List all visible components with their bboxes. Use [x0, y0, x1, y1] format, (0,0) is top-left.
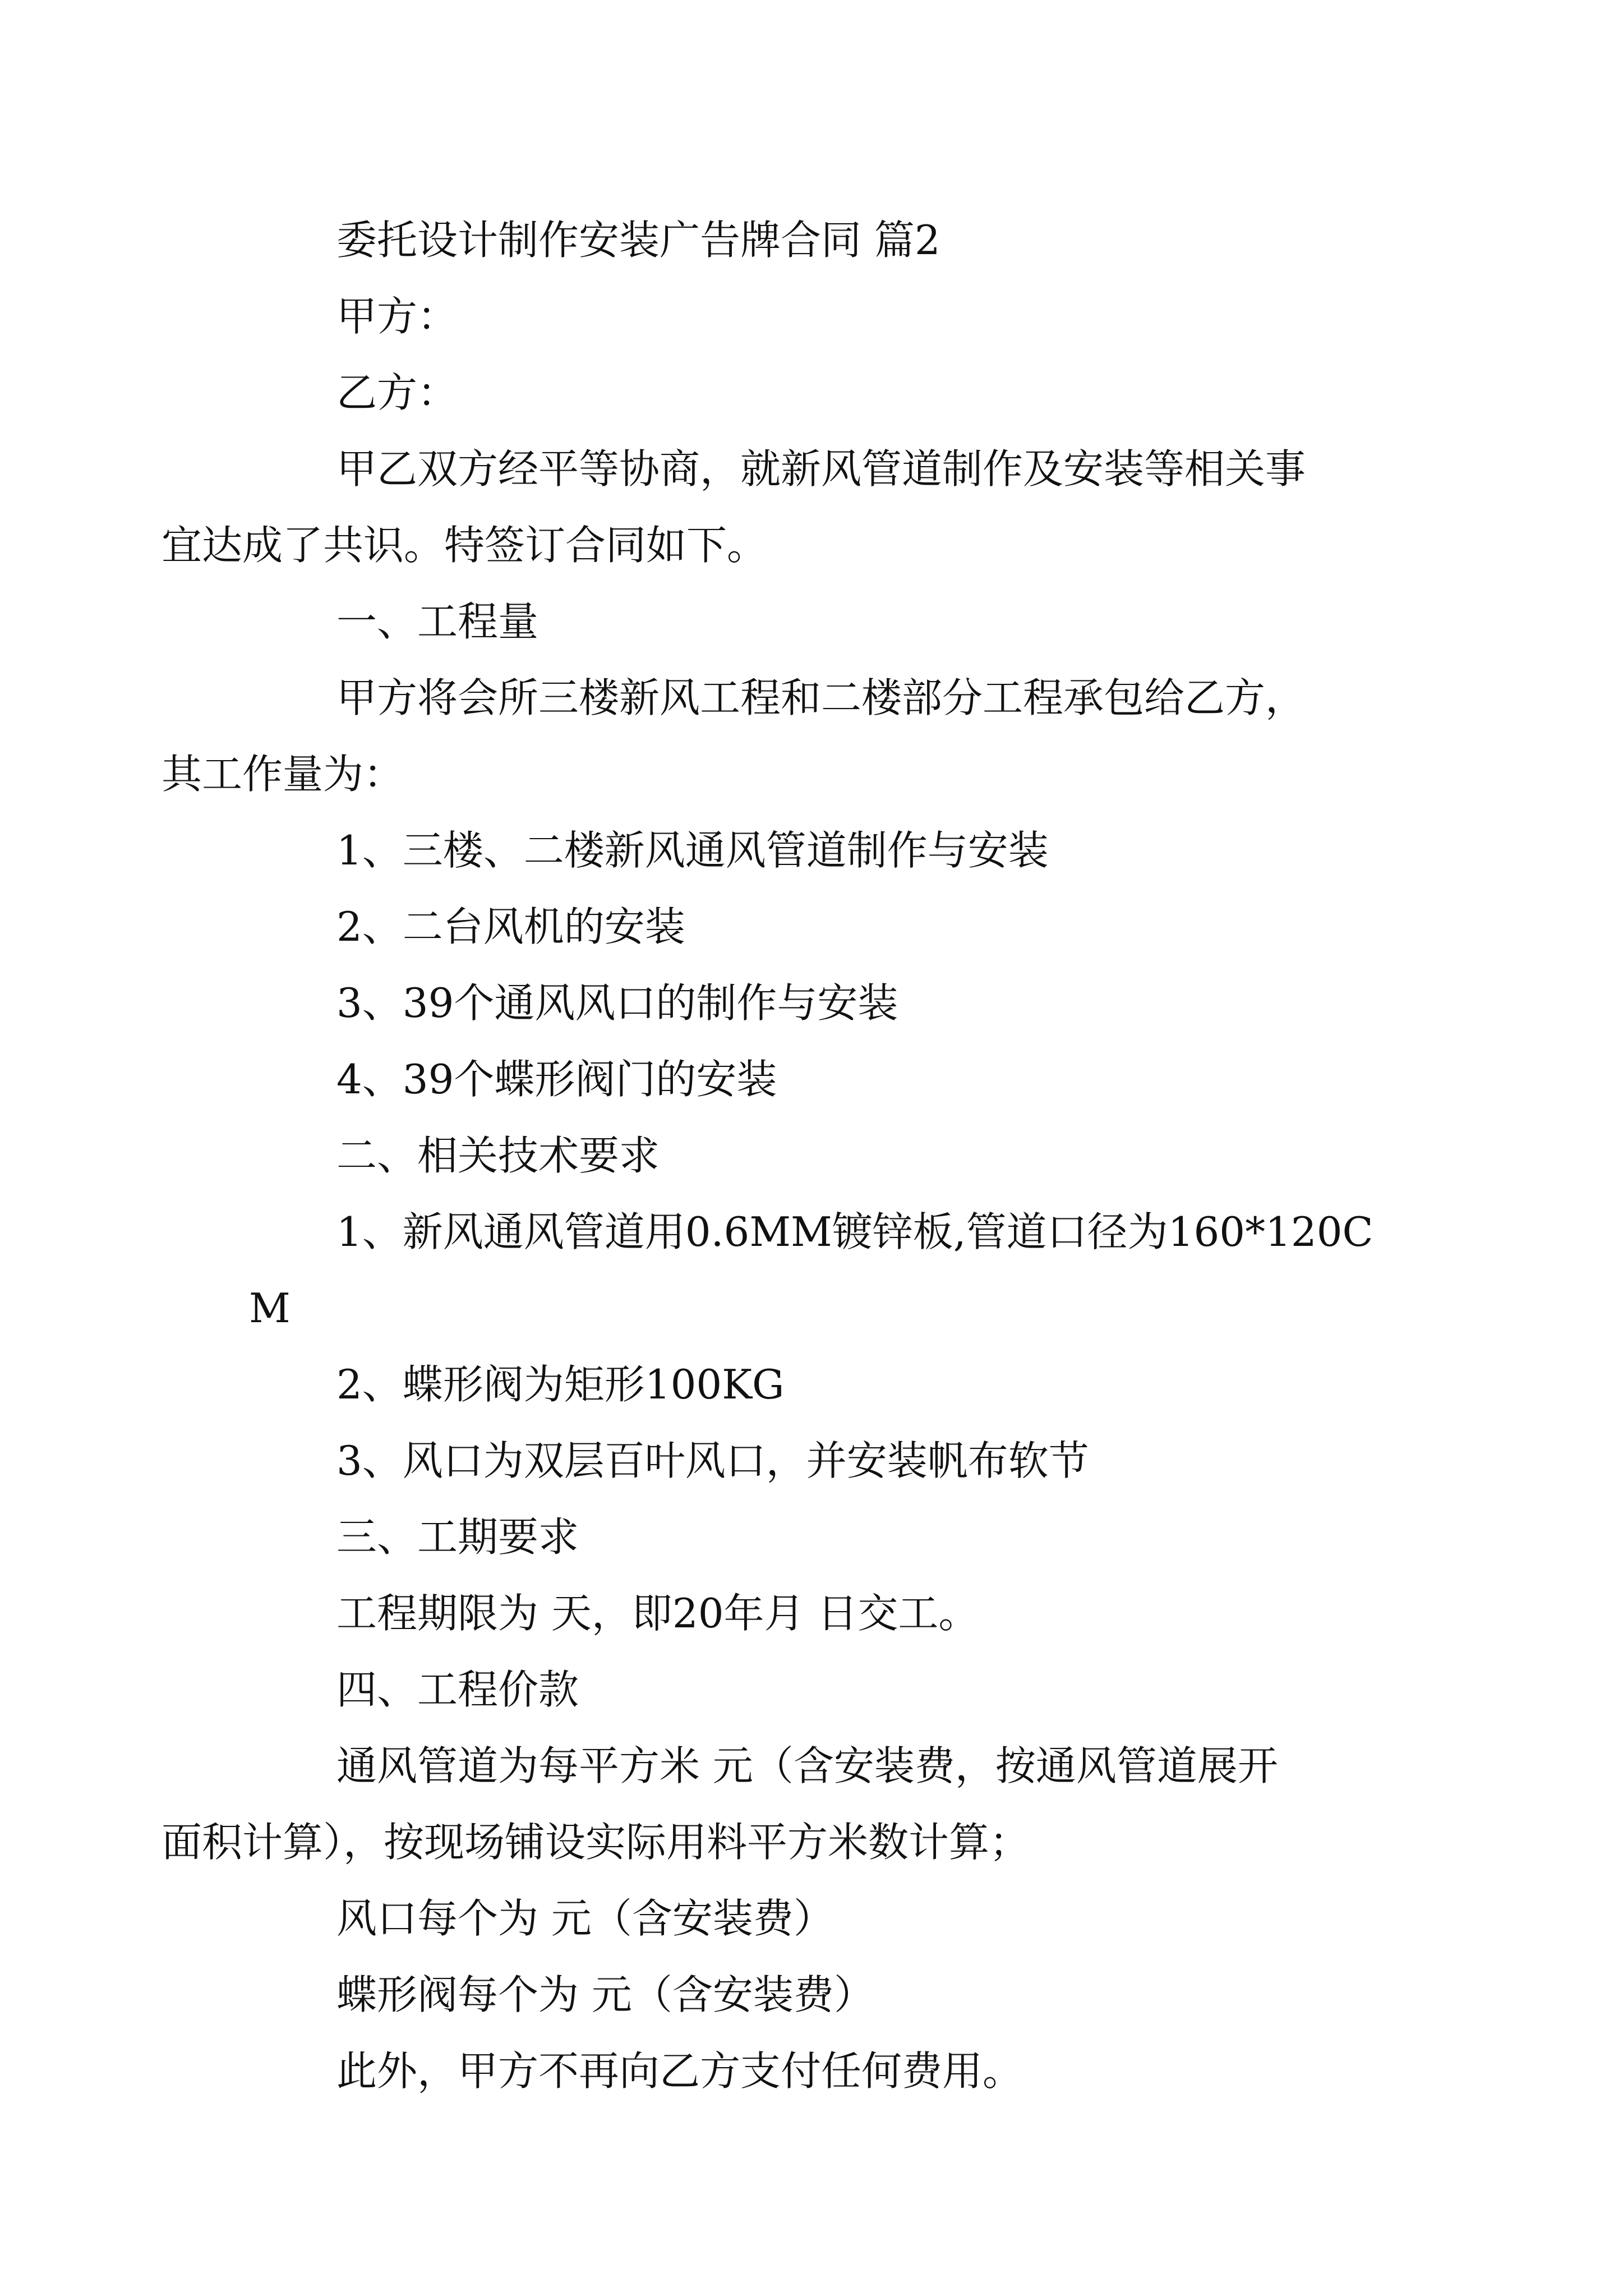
section1-line: 其工作量为：: [162, 751, 404, 798]
list-item: 1、三楼、二楼新风通风管道制作与安装: [336, 827, 1049, 874]
list-item: 3、风口为双层百叶风口，并安装帆布软节: [336, 1437, 1089, 1484]
section4-line: 面积计算），按现场铺设实际用料平方米数计算；: [162, 1819, 1030, 1866]
section-heading: 一、工程量: [336, 598, 539, 645]
section-heading: 三、工期要求: [336, 1513, 579, 1561]
section-heading: 四、工程价款: [336, 1666, 579, 1713]
party-a-label: 甲方：: [336, 293, 458, 340]
list-item: 2、蝶形阀为矩形100KG: [336, 1361, 785, 1408]
valve-price-paragraph: 蝶形阀每个为 元（含安装费）: [336, 1971, 874, 2018]
section4-paragraph: [162, 1728, 1387, 1880]
party-b-label: 乙方：: [336, 369, 458, 416]
list-item: 3、39个通风风口的制作与安装: [336, 979, 898, 1027]
section3-paragraph: 工程期限为 天，即20年月 日交工。: [336, 1590, 979, 1637]
intro-line: 甲乙双方经平等协商，就新风管道制作及安装等相关事: [336, 445, 1306, 493]
section1-paragraph: [162, 660, 1387, 812]
section4-line: 通风管道为每平方米 元（含安装费，按通风管道展开: [336, 1742, 1278, 1789]
document-title: 委托设计制作安装广告牌合同 篇2: [336, 217, 940, 264]
document-body: [162, 202, 1387, 2109]
vent-price-paragraph: 风口每个为 元（含安装费）: [336, 1895, 834, 1942]
list-item: 1、新风通风管道用0.6MM镀锌板,管道口径为160*120CM: [249, 1208, 1373, 1332]
section-heading: 二、相关技术要求: [336, 1132, 660, 1179]
list-item: 4、39个蝶形阀门的安装: [336, 1056, 777, 1103]
intro-paragraph: [162, 431, 1387, 583]
intro-line: 宜达成了共识。特签订合同如下。: [162, 522, 768, 569]
section1-line: 甲方将会所三楼新风工程和二楼部分工程承包给乙方，: [336, 674, 1306, 721]
closing-note-paragraph: 此外，甲方不再向乙方支付任何费用。: [336, 2047, 1023, 2095]
list-item: 2、二台风机的安装: [336, 903, 685, 950]
